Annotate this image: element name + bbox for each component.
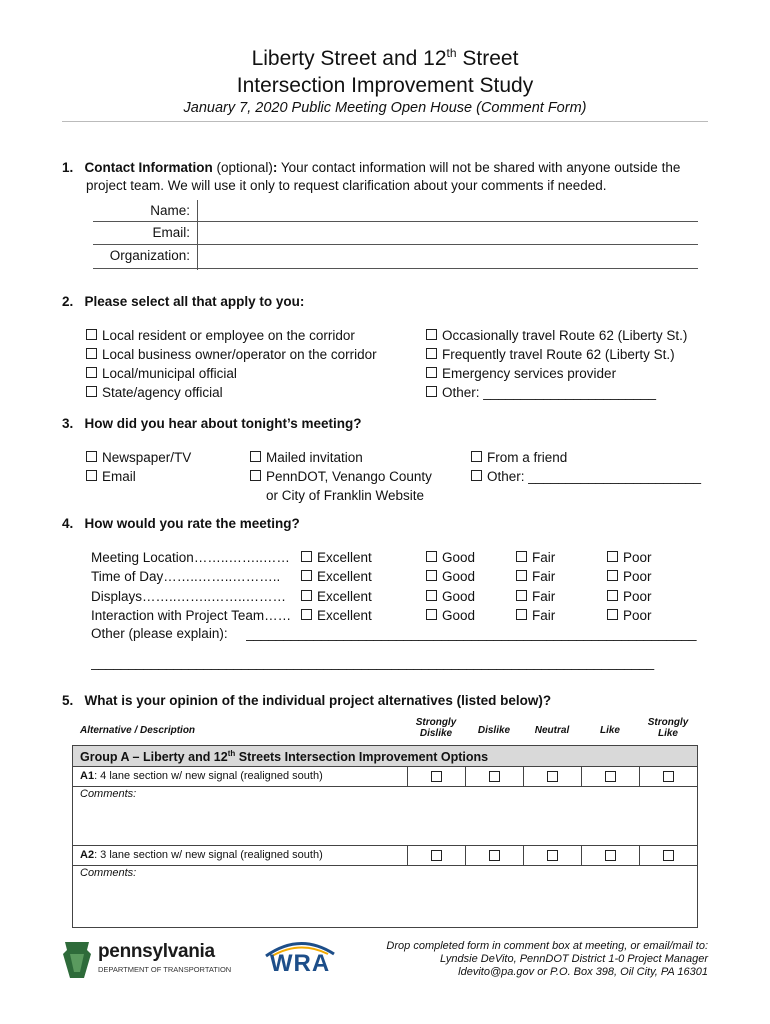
wra-text: WRA: [269, 950, 331, 977]
q4-blank-line[interactable]: ___________________________________________________________________________: [91, 655, 655, 670]
q4-other-label: Other (please explain):: [91, 626, 228, 641]
checkbox[interactable]: [86, 470, 97, 481]
a1-strongly-dislike-checkbox[interactable]: [431, 771, 442, 782]
q2-option-occasional-travel[interactable]: Occasionally travel Route 62 (Liberty St.): [426, 326, 687, 345]
checkbox[interactable]: [516, 551, 527, 562]
q3-col1: [86, 448, 191, 486]
a1-comments-label: Comments:: [80, 788, 137, 800]
checkbox[interactable]: [426, 386, 437, 397]
q2-option-agency-official[interactable]: State/agency official: [86, 383, 377, 402]
col-alternative: Alternative / Description: [80, 725, 196, 736]
checkbox[interactable]: [301, 570, 312, 581]
checkbox[interactable]: [86, 386, 97, 397]
q3-option-newspaper[interactable]: Newspaper/TV: [86, 448, 191, 467]
a2-neutral-checkbox[interactable]: [547, 850, 558, 861]
q4-fair-option[interactable]: Fair: [516, 587, 555, 606]
col-divider: [523, 846, 524, 865]
q2-heading: 2. Please select all that apply to you:: [62, 294, 305, 309]
q4-row-labels: [91, 548, 291, 625]
checkbox[interactable]: [426, 570, 437, 581]
q4-row-location: Meeting Location……..……..……: [91, 550, 290, 565]
q4-heading: 4. How would you rate the meeting?: [62, 516, 300, 531]
checkbox[interactable]: [471, 470, 482, 481]
contact-fields: [93, 200, 698, 270]
checkbox[interactable]: [250, 451, 261, 462]
q4-excellent-option[interactable]: Excellent: [301, 587, 372, 606]
q4-row-interaction: Interaction with Project Team……: [91, 607, 292, 623]
q4-col-poor: [607, 548, 652, 625]
q3-option-mailed[interactable]: Mailed invitation: [250, 448, 432, 467]
col-divider: [465, 846, 466, 865]
a1-strongly-like-checkbox[interactable]: [663, 771, 674, 782]
q4-good-option[interactable]: Good: [426, 587, 475, 606]
wra-logo: [262, 938, 338, 982]
checkbox[interactable]: [607, 609, 618, 620]
q3-option-website[interactable]: PennDOT, Venango County: [250, 467, 432, 486]
checkbox[interactable]: [250, 470, 261, 481]
checkbox[interactable]: [607, 570, 618, 581]
checkbox[interactable]: [86, 367, 97, 378]
q3-option-other[interactable]: Other: _______________________: [471, 467, 701, 486]
checkbox[interactable]: [426, 590, 437, 601]
q4-fair-option[interactable]: Fair: [516, 567, 555, 586]
col-strongly-like: Strongly Like: [647, 717, 689, 739]
a2-strongly-like-checkbox[interactable]: [663, 850, 674, 861]
alt-a1-label: A1: 4 lane section w/ new signal (realigned south): [80, 770, 323, 782]
a2-comments-label: Comments:: [80, 867, 137, 879]
footer-instructions: [386, 940, 708, 979]
group-a-title: Group A – Liberty and 12th Streets Intersection Improvement Options: [80, 749, 489, 765]
checkbox[interactable]: [426, 367, 437, 378]
col-divider: [581, 766, 582, 786]
checkbox[interactable]: [607, 551, 618, 562]
name-label: Name:: [150, 203, 190, 218]
checkbox[interactable]: [426, 551, 437, 562]
q4-excellent-option[interactable]: Excellent: [301, 548, 372, 567]
col-neutral: Neutral: [534, 725, 570, 736]
checkbox[interactable]: [86, 451, 97, 462]
checkbox[interactable]: [86, 329, 97, 340]
checkbox[interactable]: [301, 551, 312, 562]
col-like: Like: [599, 725, 620, 736]
checkbox[interactable]: [301, 590, 312, 601]
checkbox[interactable]: [426, 329, 437, 340]
q3-col3: [471, 448, 701, 486]
a2-comments-field[interactable]: [73, 866, 697, 927]
q2-option-municipal-official[interactable]: Local/municipal official: [86, 364, 377, 383]
q2-left-options: [86, 326, 377, 402]
col-divider: [407, 766, 408, 786]
contact-divider: [197, 200, 198, 270]
q3-option-website-cont: or City of Franklin Website: [266, 488, 425, 503]
a1-like-checkbox[interactable]: [605, 771, 616, 782]
q3-option-friend[interactable]: From a friend: [471, 448, 701, 467]
footer-line1: Drop completed form in comment box at meeting, or email/mail to:: [386, 940, 708, 952]
q4-excellent-option[interactable]: Excellent: [301, 567, 372, 586]
q4-row-time: Time of Day……..……..………..: [91, 569, 281, 585]
q2-option-business-owner[interactable]: Local business owner/operator on the corridor: [86, 345, 377, 364]
email-field[interactable]: [93, 244, 698, 245]
keystone-icon: [62, 940, 92, 980]
penndot-dept: DEPARTMENT OF TRANSPORTATION: [98, 965, 232, 974]
q4-excellent-option[interactable]: Excellent: [301, 606, 372, 625]
page-subtitle: January 7, 2020 Public Meeting Open House (Comment Form): [183, 100, 587, 116]
checkbox[interactable]: [86, 348, 97, 359]
q2-option-other[interactable]: Other: _______________________: [426, 383, 687, 402]
a1-neutral-checkbox[interactable]: [547, 771, 558, 782]
checkbox[interactable]: [301, 609, 312, 620]
col-divider: [639, 766, 640, 786]
q2-right-options: [426, 326, 687, 402]
a1-comments-field[interactable]: [73, 788, 697, 846]
penndot-logo: [62, 938, 252, 982]
footer-line2: Lyndsie DeVito, PennDOT District 1-0 Project Manager: [440, 953, 708, 965]
q2-option-emergency[interactable]: Emergency services provider: [426, 364, 687, 383]
q3-heading: 3. How did you hear about tonight’s meeting?: [62, 416, 362, 431]
q4-good-option[interactable]: Good: [426, 606, 475, 625]
checkbox[interactable]: [426, 348, 437, 359]
q4-poor-option[interactable]: Poor: [607, 567, 652, 586]
email-label: Email:: [152, 225, 190, 240]
q4-poor-option[interactable]: Poor: [607, 587, 652, 606]
q4-fair-option[interactable]: Fair: [516, 548, 555, 567]
organization-label: Organization:: [109, 248, 190, 263]
col-divider: [581, 846, 582, 865]
q5-heading: 5. What is your opinion of the individual project alternatives (listed below)?: [62, 693, 552, 708]
col-divider: [523, 766, 524, 786]
name-field[interactable]: [93, 221, 698, 222]
header-rule: [62, 121, 708, 122]
checkbox[interactable]: [426, 609, 437, 620]
q4-poor-option[interactable]: Poor: [607, 548, 652, 567]
col-dislike: Dislike: [477, 725, 511, 736]
q1-line1: 1. Contact Information (optional): Your contact information will not be shared with anyone outside the: [62, 160, 681, 175]
a2-strongly-dislike-checkbox[interactable]: [431, 850, 442, 861]
q2-option-local-resident[interactable]: Local resident or employee on the corridor: [86, 326, 377, 345]
q4-col-fair: [516, 548, 555, 625]
a2-dislike-checkbox[interactable]: [489, 850, 500, 861]
q4-col-excellent: [301, 548, 372, 625]
q4-other-line[interactable]: ____________________________________________________________: [246, 626, 697, 641]
q4-row-displays: Displays……..……..……..………: [91, 588, 287, 604]
q1-line2: project team. We will use it only to request clarification about your comments if needed.: [86, 178, 607, 193]
q4-good-option[interactable]: Good: [426, 567, 475, 586]
organization-field[interactable]: [93, 268, 698, 269]
a1-dislike-checkbox[interactable]: [489, 771, 500, 782]
q3-option-email[interactable]: Email: [86, 467, 191, 486]
q4-good-option[interactable]: Good: [426, 548, 475, 567]
page-title-line1: Liberty Street and 12th Street: [251, 46, 519, 70]
q4-fair-option[interactable]: Fair: [516, 606, 555, 625]
footer-line3: ldevito@pa.gov or P.O. Box 398, Oil City, PA 16301: [458, 966, 708, 978]
penndot-name: pennsylvania: [98, 941, 215, 962]
page-title-line2: Intersection Improvement Study: [236, 74, 534, 97]
q3-col2: [250, 448, 432, 505]
checkbox[interactable]: [607, 590, 618, 601]
col-divider: [465, 766, 466, 786]
q4-poor-option[interactable]: Poor: [607, 606, 652, 625]
q4-col-good: [426, 548, 475, 625]
col-strongly-dislike: Strongly Dislike: [415, 717, 457, 739]
checkbox[interactable]: [516, 609, 527, 620]
checkbox[interactable]: [516, 590, 527, 601]
checkbox[interactable]: [471, 451, 482, 462]
col-divider: [407, 846, 408, 865]
q2-option-frequent-travel[interactable]: Frequently travel Route 62 (Liberty St.): [426, 345, 687, 364]
alt-a2-label: A2: 3 lane section w/ new signal (realigned south): [80, 849, 323, 861]
checkbox[interactable]: [516, 570, 527, 581]
a2-like-checkbox[interactable]: [605, 850, 616, 861]
col-divider: [639, 846, 640, 865]
